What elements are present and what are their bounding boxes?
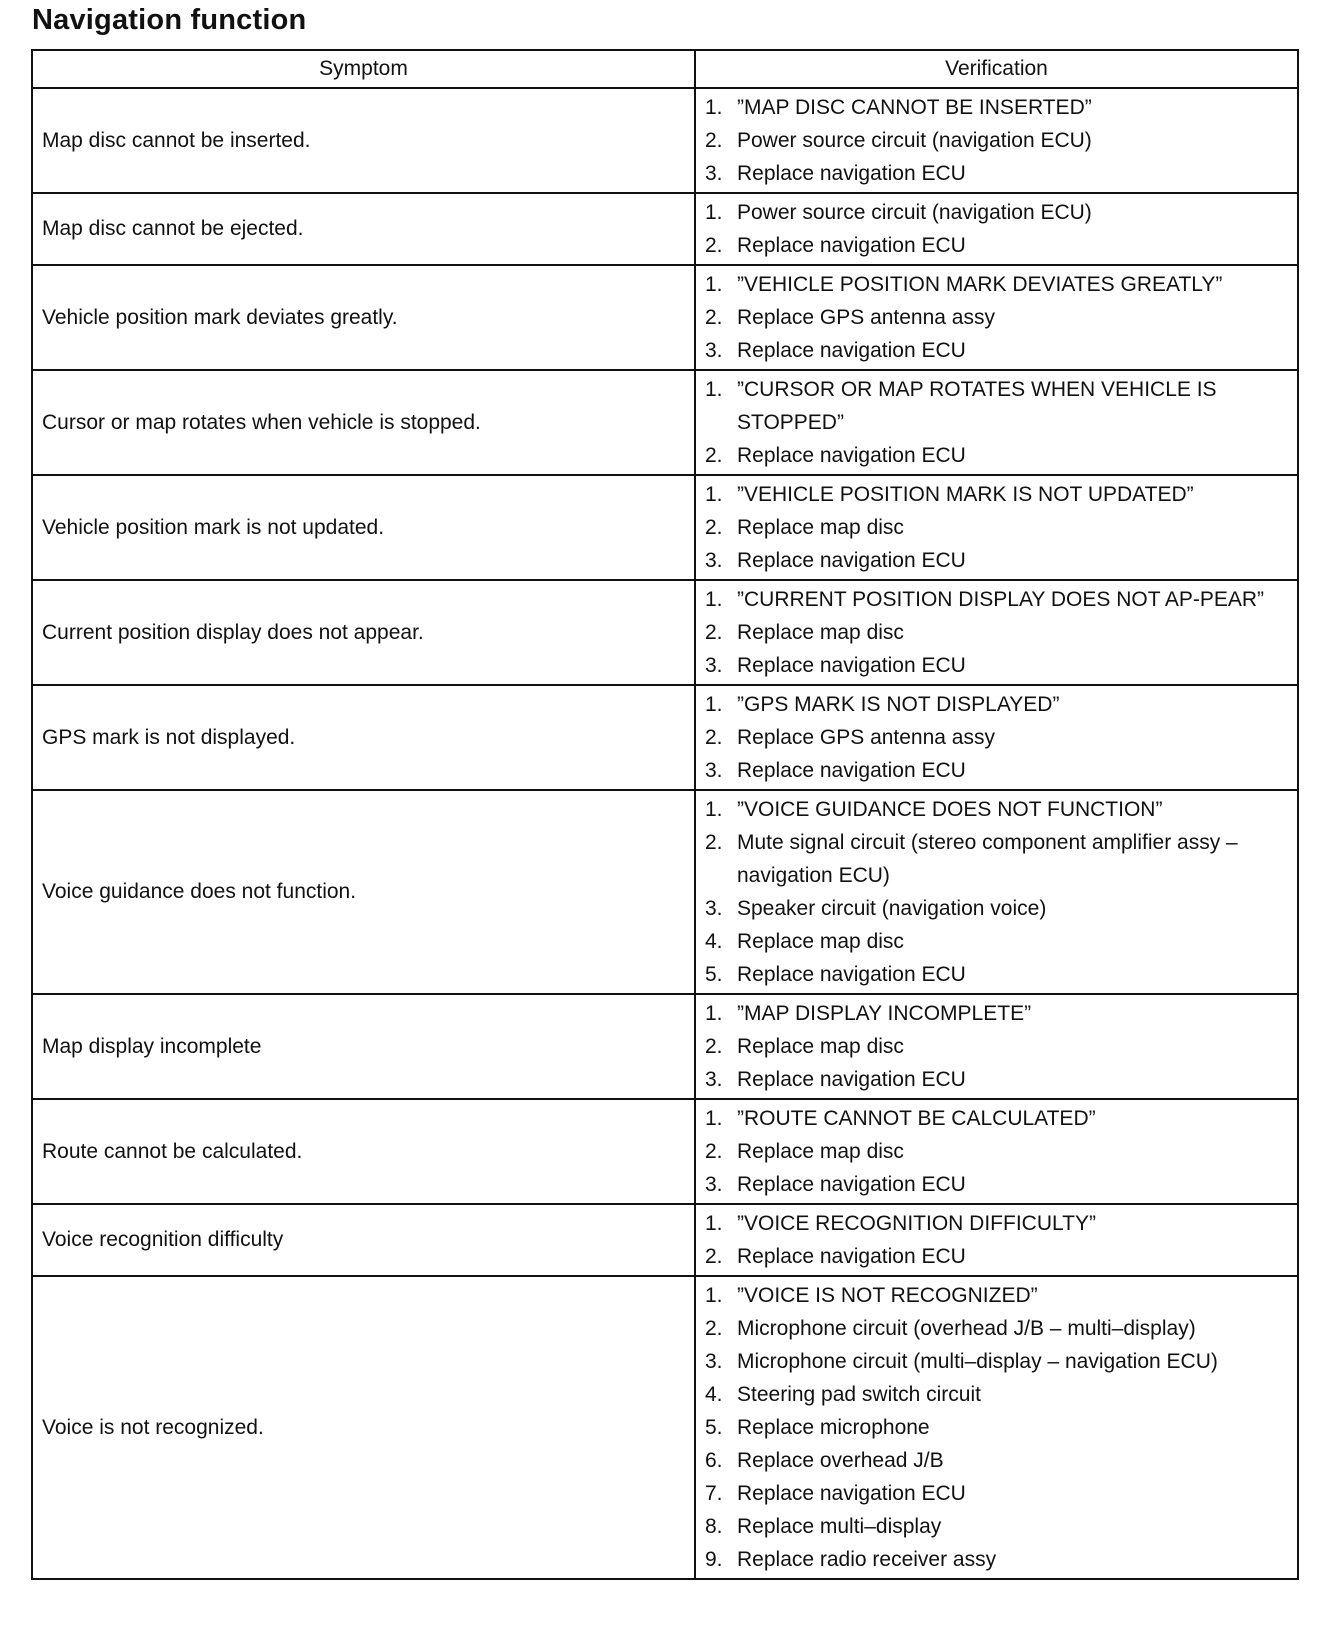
symptom-cell: Vehicle position mark is not updated. (32, 475, 695, 580)
verification-column-header: Verification (695, 50, 1298, 88)
table-row (32, 1204, 1298, 1276)
step-text: ”MAP DISC CANNOT BE INSERTED” (737, 96, 1092, 119)
verification-step (705, 1207, 1287, 1240)
symptom-cell: Route cannot be calculated. (32, 1099, 695, 1204)
step-number: 4. (705, 930, 723, 953)
step-text: Steering pad switch circuit (737, 1383, 981, 1406)
symptom-cell: Map display incomplete (32, 994, 695, 1099)
verification-step (705, 91, 1287, 124)
step-number: 2. (705, 1317, 723, 1340)
table-row (32, 88, 1298, 193)
symptom-cell: Current position display does not appear. (32, 580, 695, 685)
verification-steps-list (705, 196, 1287, 262)
verification-steps-list (705, 688, 1287, 787)
step-number: 2. (705, 831, 723, 854)
step-number: 1. (705, 1284, 723, 1307)
step-text: Replace map disc (737, 1140, 904, 1163)
verification-step (705, 196, 1287, 229)
verification-step (705, 1345, 1287, 1378)
verification-cell (695, 790, 1298, 994)
table-row (32, 370, 1298, 475)
step-text: Replace GPS antenna assy (737, 726, 995, 749)
verification-step (705, 1240, 1287, 1273)
step-text: Replace GPS antenna assy (737, 306, 995, 329)
step-number: 1. (705, 1212, 723, 1235)
step-number: 5. (705, 963, 723, 986)
verification-cell (695, 994, 1298, 1099)
step-number: 2. (705, 621, 723, 644)
verification-steps-list (705, 91, 1287, 190)
step-text: Replace microphone (737, 1416, 930, 1439)
verification-step (705, 301, 1287, 334)
verification-steps-list (705, 1279, 1287, 1576)
step-number: 3. (705, 1068, 723, 1091)
step-text: Microphone circuit (overhead J/B – multi–display) (737, 1317, 1196, 1340)
step-number: 6. (705, 1449, 723, 1472)
symptom-cell: Vehicle position mark deviates greatly. (32, 265, 695, 370)
step-text: Replace navigation ECU (737, 654, 966, 677)
step-text: ”VOICE RECOGNITION DIFFICULTY” (737, 1212, 1096, 1235)
step-number: 1. (705, 201, 723, 224)
step-number: 3. (705, 162, 723, 185)
verification-step (705, 1102, 1287, 1135)
step-text: Replace navigation ECU (737, 339, 966, 362)
symptom-cell: Voice guidance does not function. (32, 790, 695, 994)
step-number: 1. (705, 798, 723, 821)
verification-cell (695, 265, 1298, 370)
verification-step (705, 124, 1287, 157)
verification-step (705, 616, 1287, 649)
verification-step (705, 439, 1287, 472)
verification-steps-list (705, 1102, 1287, 1201)
verification-step (705, 997, 1287, 1030)
table-row (32, 1099, 1298, 1204)
verification-step (705, 1168, 1287, 1201)
step-text: Replace navigation ECU (737, 1173, 966, 1196)
step-number: 2. (705, 726, 723, 749)
step-number: 3. (705, 759, 723, 782)
verification-step (705, 1378, 1287, 1411)
verification-step (705, 721, 1287, 754)
step-text: Replace navigation ECU (737, 234, 966, 257)
verification-step (705, 1510, 1287, 1543)
step-number: 1. (705, 693, 723, 716)
verification-steps-list (705, 478, 1287, 577)
step-text: Replace navigation ECU (737, 759, 966, 782)
step-text: Microphone circuit (multi–display – navigation ECU) (737, 1350, 1218, 1373)
step-number: 3. (705, 549, 723, 572)
verification-step (705, 1444, 1287, 1477)
table-row (32, 685, 1298, 790)
step-text: ”ROUTE CANNOT BE CALCULATED” (737, 1107, 1096, 1130)
step-text: Mute signal circuit (stereo component amplifier assy – navigation ECU) (737, 831, 1238, 887)
verification-steps-list (705, 373, 1287, 472)
table-row (32, 994, 1298, 1099)
verification-step (705, 544, 1287, 577)
step-text: ”MAP DISPLAY INCOMPLETE” (737, 1002, 1032, 1025)
symptom-column-header: Symptom (32, 50, 695, 88)
step-text: Speaker circuit (navigation voice) (737, 897, 1047, 920)
step-number: 9. (705, 1548, 723, 1571)
step-number: 1. (705, 96, 723, 119)
verification-step (705, 793, 1287, 826)
symptom-cell: Map disc cannot be inserted. (32, 88, 695, 193)
verification-step (705, 1543, 1287, 1576)
step-number: 1. (705, 483, 723, 506)
step-number: 8. (705, 1515, 723, 1538)
step-number: 3. (705, 339, 723, 362)
verification-step (705, 649, 1287, 682)
verification-steps-list (705, 1207, 1287, 1273)
verification-step (705, 157, 1287, 190)
step-number: 3. (705, 897, 723, 920)
verification-cell (695, 580, 1298, 685)
verification-cell (695, 1276, 1298, 1579)
table-row (32, 790, 1298, 994)
step-text: ”CURRENT POSITION DISPLAY DOES NOT AP-PEAR” (737, 588, 1265, 611)
step-number: 2. (705, 516, 723, 539)
step-number: 2. (705, 129, 723, 152)
step-text: Power source circuit (navigation ECU) (737, 129, 1092, 152)
verification-step (705, 268, 1287, 301)
verification-cell (695, 1099, 1298, 1204)
verification-step (705, 754, 1287, 787)
step-number: 3. (705, 1350, 723, 1373)
step-text: Replace map disc (737, 516, 904, 539)
step-text: ”CURSOR OR MAP ROTATES WHEN VEHICLE IS STOPPED” (737, 378, 1217, 434)
verification-step (705, 958, 1287, 991)
verification-step (705, 1477, 1287, 1510)
verification-cell (695, 1204, 1298, 1276)
step-number: 2. (705, 1245, 723, 1268)
step-text: Replace map disc (737, 1035, 904, 1058)
step-text: ”GPS MARK IS NOT DISPLAYED” (737, 693, 1060, 716)
table-body (32, 88, 1298, 1579)
step-number: 1. (705, 1107, 723, 1130)
step-number: 1. (705, 1002, 723, 1025)
verification-step (705, 511, 1287, 544)
verification-step (705, 373, 1287, 439)
verification-cell (695, 193, 1298, 265)
step-text: Replace overhead J/B (737, 1449, 944, 1472)
navigation-function-table (31, 49, 1299, 1580)
step-text: Replace navigation ECU (737, 1482, 966, 1505)
step-number: 2. (705, 444, 723, 467)
step-number: 3. (705, 1173, 723, 1196)
step-text: Replace map disc (737, 930, 904, 953)
step-text: ”VEHICLE POSITION MARK IS NOT UPDATED” (737, 483, 1194, 506)
step-number: 2. (705, 1140, 723, 1163)
step-text: ”VEHICLE POSITION MARK DEVIATES GREATLY” (737, 273, 1223, 296)
step-text: ”VOICE IS NOT RECOGNIZED” (737, 1284, 1038, 1307)
verification-step (705, 334, 1287, 367)
step-number: 4. (705, 1383, 723, 1406)
header-row (32, 50, 1298, 88)
page-title: Navigation function (32, 4, 307, 36)
verification-steps-list (705, 583, 1287, 682)
verification-step (705, 925, 1287, 958)
step-number: 2. (705, 1035, 723, 1058)
step-text: Replace multi–display (737, 1515, 942, 1538)
step-number: 1. (705, 588, 723, 611)
verification-cell (695, 370, 1298, 475)
verification-step (705, 1135, 1287, 1168)
verification-cell (695, 88, 1298, 193)
verification-step (705, 892, 1287, 925)
step-number: 2. (705, 234, 723, 257)
step-number: 3. (705, 654, 723, 677)
step-text: Replace navigation ECU (737, 1068, 966, 1091)
symptom-cell: Voice is not recognized. (32, 1276, 695, 1579)
symptom-cell: GPS mark is not displayed. (32, 685, 695, 790)
verification-step (705, 1411, 1287, 1444)
step-text: Replace navigation ECU (737, 1245, 966, 1268)
table-row (32, 1276, 1298, 1579)
step-text: Replace map disc (737, 621, 904, 644)
verification-cell (695, 685, 1298, 790)
step-text: Power source circuit (navigation ECU) (737, 201, 1092, 224)
symptom-cell: Voice recognition difficulty (32, 1204, 695, 1276)
table-row (32, 265, 1298, 370)
verification-cell (695, 475, 1298, 580)
symptom-cell: Map disc cannot be ejected. (32, 193, 695, 265)
step-text: Replace navigation ECU (737, 162, 966, 185)
verification-steps-list (705, 793, 1287, 991)
verification-step (705, 1063, 1287, 1096)
step-text: Replace navigation ECU (737, 549, 966, 572)
verification-steps-list (705, 997, 1287, 1096)
symptom-cell: Cursor or map rotates when vehicle is stopped. (32, 370, 695, 475)
verification-step (705, 826, 1287, 892)
verification-steps-list (705, 268, 1287, 367)
verification-step (705, 688, 1287, 721)
verification-step (705, 1030, 1287, 1063)
step-number: 2. (705, 306, 723, 329)
verification-step (705, 583, 1287, 616)
verification-step (705, 1279, 1287, 1312)
step-number: 1. (705, 378, 723, 401)
table-row (32, 475, 1298, 580)
verification-step (705, 1312, 1287, 1345)
table-row (32, 580, 1298, 685)
step-text: ”VOICE GUIDANCE DOES NOT FUNCTION” (737, 798, 1163, 821)
step-number: 7. (705, 1482, 723, 1505)
step-text: Replace navigation ECU (737, 963, 966, 986)
step-number: 5. (705, 1416, 723, 1439)
table-row (32, 193, 1298, 265)
step-number: 1. (705, 273, 723, 296)
step-text: Replace navigation ECU (737, 444, 966, 467)
verification-step (705, 229, 1287, 262)
step-text: Replace radio receiver assy (737, 1548, 997, 1571)
verification-step (705, 478, 1287, 511)
